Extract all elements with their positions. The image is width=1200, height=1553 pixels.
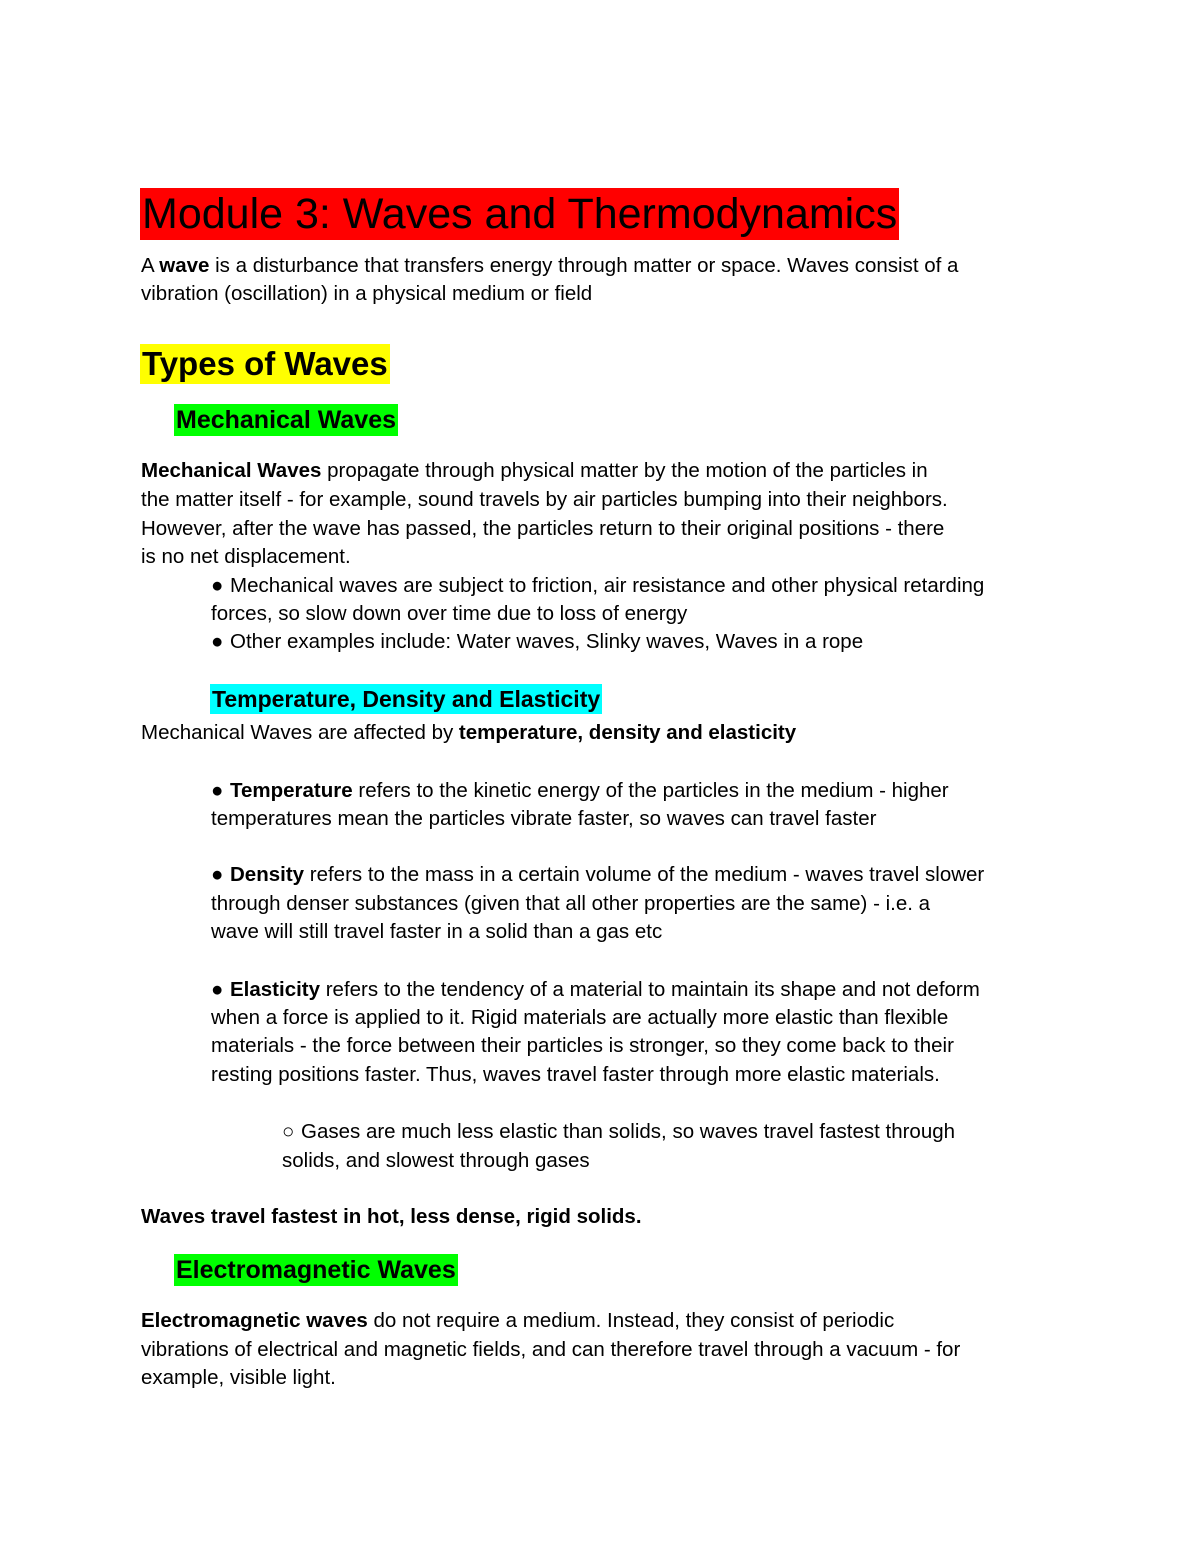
sub-bullet-text: Gases are much less elastic than solids, so waves travel fastest through [301,1120,956,1143]
bullet-icon: ● [211,779,224,802]
mechanical-bullet-1-line-1 [211,572,984,601]
bullet-icon: ● [211,863,224,886]
section-heading-types-of-waves: Types of Waves [142,345,388,382]
bullet-icon: ● [211,978,224,1001]
sub-bullet-line-1 [282,1118,955,1147]
intro-bold-term: wave [159,254,210,277]
em-paragraph-line-2: vibrations of electrical and magnetic fields, and can therefore travel through a vacuum - for [141,1338,961,1361]
summary-bold: Waves travel fastest in hot, less dense, rigid solids. [141,1205,642,1228]
density-bullet-line-1 [211,861,984,890]
intro-paragraph-line-1 [141,252,958,281]
subheading-temperature-density-elasticity: Temperature, Density and Elasticity [212,686,601,712]
density-bullet-line-2: through denser substances (given that all other properties are the same) - i.e. a [211,892,931,915]
subheading-electromagnetic-waves: Electromagnetic Waves [176,1256,456,1284]
intro-paragraph-line-2: vibration (oscillation) in a physical medium or field [141,282,593,305]
em-paragraph-line-3: example, visible light. [141,1366,336,1389]
em-bold-term: Electromagnetic waves [141,1309,368,1332]
mechanical-text: propagate through physical matter by the motion of the particles in [321,459,928,482]
density-bold-term: Density [230,863,305,886]
bullet-text: refers to the mass in a certain volume of the medium - waves travel slower [304,863,985,886]
tde-intro-bold: temperature, density and elasticity [458,721,797,744]
intro-text: is a disturbance that transfers energy through matter or space. Waves consist of a [209,254,959,277]
sub-bullet-line-2: solids, and slowest through gases [282,1149,590,1172]
elasticity-bullet-line-1 [211,976,980,1005]
mechanical-paragraph-line-1 [141,457,928,486]
density-bullet-line-3: wave will still travel faster in a solid than a gas etc [211,920,663,943]
tde-intro-text: Mechanical Waves are affected by [141,721,459,744]
bullet-text: Other examples include: Water waves, Slinky waves, Waves in a rope [230,630,864,653]
elasticity-bullet-line-3: materials - the force between their particles is stronger, so they come back to their [211,1034,954,1057]
mechanical-paragraph-line-2: the matter itself - for example, sound travels by air particles bumping into their neighbors. [141,488,948,511]
mechanical-bold-term: Mechanical Waves [141,459,322,482]
mechanical-bullet-2 [211,628,863,657]
intro-text: A [141,254,160,277]
page-title: Module 3: Waves and Thermodynamics [142,190,898,238]
em-paragraph-line-1 [141,1307,894,1336]
elasticity-bullet-line-2: when a force is applied to it. Rigid materials are actually more elastic than flexible [211,1006,949,1029]
bullet-text: Mechanical waves are subject to friction, air resistance and other physical retarding [230,574,985,597]
elasticity-bullet-line-4: resting positions faster. Thus, waves travel faster through more elastic materials. [211,1063,940,1086]
bullet-icon: ● [211,630,224,653]
sub-bullet-icon: ○ [282,1120,295,1143]
mechanical-paragraph-line-3: However, after the wave has passed, the particles return to their original positions - there [141,517,945,540]
bullet-text: refers to the kinetic energy of the particles in the medium - higher [352,779,949,802]
temperature-bullet-line-2: temperatures mean the particles vibrate faster, so waves can travel faster [211,807,877,830]
bullet-icon: ● [211,574,224,597]
summary-statement [141,1203,642,1232]
elasticity-bold-term: Elasticity [230,978,321,1001]
subheading-mechanical-waves: Mechanical Waves [176,406,397,434]
mechanical-paragraph-line-4: is no net displacement. [141,545,351,568]
temperature-bullet-line-1 [211,777,949,806]
em-text: do not require a medium. Instead, they consist of periodic [367,1309,895,1332]
bullet-text: refers to the tendency of a material to maintain its shape and not deform [320,978,980,1001]
mechanical-bullet-1-line-2: forces, so slow down over time due to loss of energy [211,602,688,625]
tde-intro [141,719,796,748]
temperature-bold-term: Temperature [230,779,353,802]
